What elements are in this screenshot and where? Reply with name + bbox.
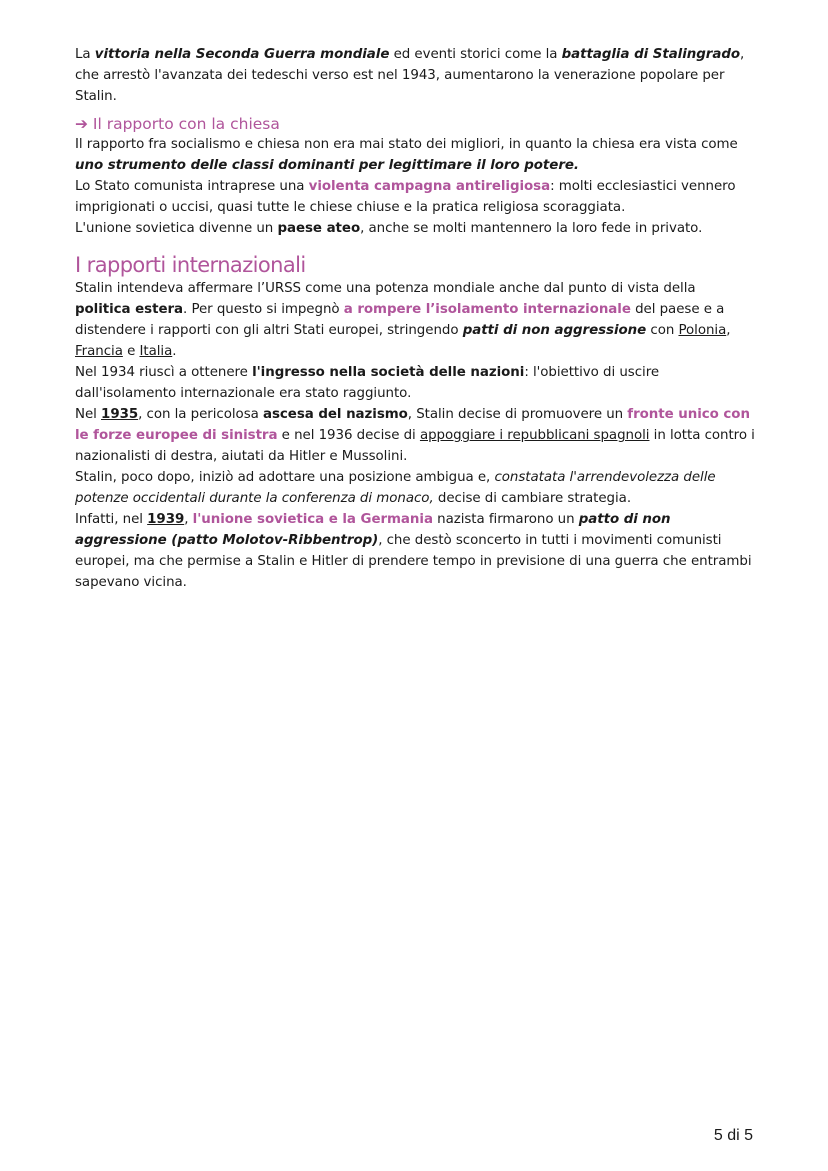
underlined-francia: Francia [75, 344, 123, 359]
text: ed eventi storici come la [389, 47, 562, 62]
section-heading-international: I rapporti internazionali [75, 253, 306, 277]
text: del paese e a distendere i rapporti con gli altri Stati europei, stringendo [75, 302, 725, 338]
text: , [184, 512, 193, 527]
text: Nel 1934 riuscì a ottenere [75, 365, 253, 380]
text: . Per questo si impegnò [183, 302, 344, 317]
subheading-church: ➔ Il rapporto con la chiesa [75, 115, 280, 133]
text: , che arrestò l'avanzata dei tedeschi verso est nel 1943, aumentarono la venerazione popolare per Stalin. [75, 47, 745, 104]
emphasis: vittoria nella Seconda Guerra mondiale [94, 47, 390, 62]
text: Nel [75, 407, 102, 422]
underlined-text: appoggiare i repubblicani spagnoli [419, 428, 650, 443]
paragraph-church-3 [75, 218, 755, 239]
text: , con la pericolosa [138, 407, 263, 422]
text: in lotta contro i nazionalisti di destra, aiutati da Hitler e Mussolini. [75, 428, 755, 464]
text: e nel 1936 decise di [277, 428, 420, 443]
text: , Stalin decise di promuovere un [407, 407, 628, 422]
text: , anche se molti mantennero la loro fede in privato. [360, 221, 703, 236]
paragraph-intl-3 [75, 404, 755, 467]
emphasis: patto di non aggressione (patto Molotov-Ribbentrop) [75, 512, 671, 548]
year-1939: 1939 [147, 512, 185, 527]
text: e [122, 344, 140, 359]
bold-text: ascesa del nazismo [263, 407, 408, 422]
highlight: a rompere l’isolamento internazionale [343, 302, 631, 317]
paragraph-intl-2 [75, 362, 755, 404]
text: nazista firmarono un [432, 512, 579, 527]
text: Infatti, nel [75, 512, 148, 527]
underlined-italia: Italia [139, 344, 173, 359]
text: L'unione sovietica divenne un [75, 221, 278, 236]
text: Il rapporto fra socialismo e chiesa non era mai stato dei migliori, in quanto la chiesa era vista come [75, 137, 738, 152]
text: decise di cambiare strategia. [433, 491, 632, 506]
text: Lo Stato comunista intraprese una [75, 179, 309, 194]
underlined-polonia: Polonia [678, 323, 727, 338]
paragraph-intl-1 [75, 278, 755, 362]
text: con [646, 323, 679, 338]
text: La [75, 47, 95, 62]
text: , che destò sconcerto in tutti i movimenti comunisti europei, ma che permise a Stalin e Hitler di prendere tempo in previsione di una guerra che entrambi sapevano vicina. [75, 533, 752, 590]
bold-text: politica estera [75, 302, 184, 317]
text: : l'obiettivo di uscire dall'isolamento internazionale era stato raggiunto. [75, 365, 660, 401]
document-page [75, 44, 755, 593]
paragraph-stalin-victory [75, 44, 755, 107]
paragraph-church-2 [75, 176, 755, 218]
text: : molti ecclesiastici vennero imprigionati o uccisi, quasi tutte le chiese chiuse e la pratica religiosa scoraggiata. [75, 179, 736, 215]
bold-text: l'ingresso nella società delle nazioni [252, 365, 525, 380]
paragraph-intl-4 [75, 467, 755, 509]
page-number: 5 di 5 [713, 1127, 753, 1144]
highlight: fronte unico con le forze europee di sinistra [75, 407, 750, 443]
emphasis: patti di non aggressione [462, 323, 647, 338]
text: Stalin, poco dopo, iniziò ad adottare una posizione ambigua e, [75, 470, 495, 485]
highlight: violenta campagna antireligiosa [308, 179, 551, 194]
paragraph-church-1 [75, 134, 755, 176]
text: Stalin intendeva affermare l’URSS come una potenza mondiale anche dal punto di vista della [75, 281, 696, 296]
italic-text: constatata l'arrendevolezza delle potenze occidentali durante la conferenza di monaco, [75, 470, 716, 506]
text: , [726, 323, 731, 338]
year-1935: 1935 [101, 407, 139, 422]
emphasis: uno strumento delle classi dominanti per legittimare il loro potere. [75, 158, 579, 173]
bold-text: paese ateo [277, 221, 361, 236]
text: . [172, 344, 177, 359]
paragraph-intl-5 [75, 509, 755, 593]
emphasis: battaglia di Stalingrado [561, 47, 741, 62]
highlight: l'unione sovietica e la Germania [192, 512, 433, 527]
